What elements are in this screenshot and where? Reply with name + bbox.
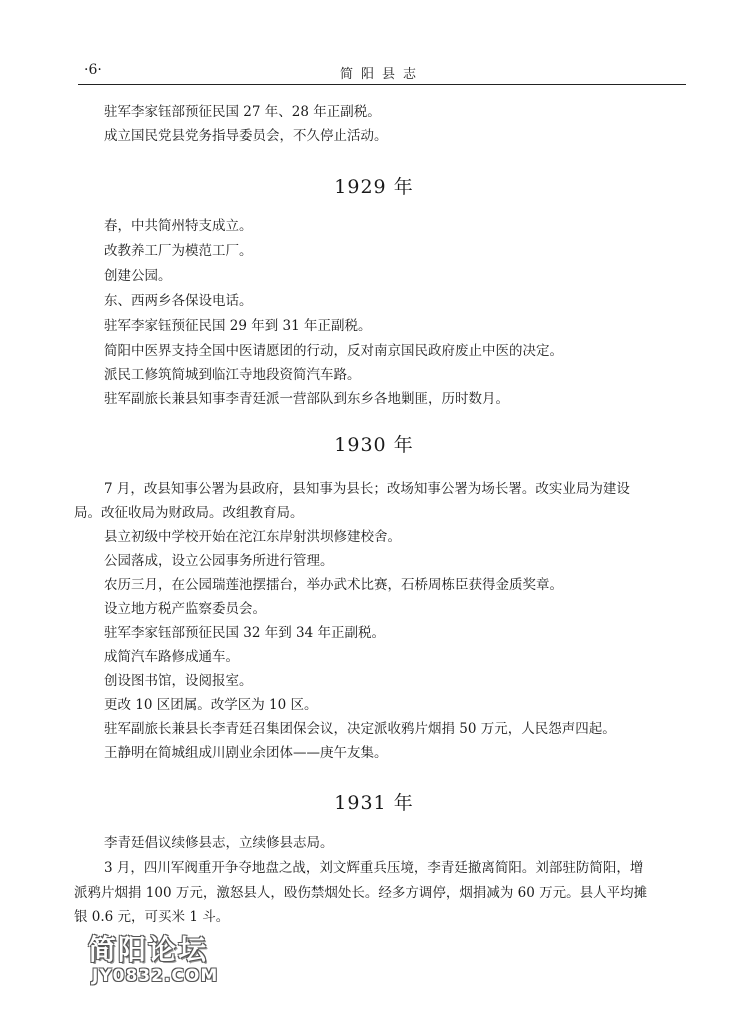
entry-line: 创建公园。 xyxy=(104,268,172,284)
entry-line: 派民工修筑简城到临江寺地段资简汽车路。 xyxy=(104,367,361,383)
entry-line: 驻军副旅长兼县知事李青廷派一营部队到东乡各地剿匪，历时数月。 xyxy=(104,391,509,407)
entry-line: 设立地方税产监察委员会。 xyxy=(104,601,266,617)
entry-line: 王静明在简城组成川剧业余团体——庚午友集。 xyxy=(104,745,388,761)
forum-watermark xyxy=(88,928,218,990)
entry-line: 7 月，改县知事公署为县政府，县知事为县长；改场知事公署为场长署。改实业局为建设 xyxy=(104,481,630,497)
book-title: 简阳县志 xyxy=(339,67,424,82)
entry-line: 公园落成，设立公园事务所进行管理。 xyxy=(104,553,334,569)
body-line: 驻军李家钰部预征民国 27 年、28 年正副税。 xyxy=(104,104,381,120)
watermark-url: JY0832.COM xyxy=(92,966,219,986)
entry-line: 银 0.6 元，可买米 1 斗。 xyxy=(74,909,230,925)
body-line: 成立国民党县党务指导委员会，不久停止活动。 xyxy=(104,128,388,144)
page-header xyxy=(78,60,686,85)
year-heading-1931: 1931 年 xyxy=(334,792,414,814)
year-heading-1929: 1929 年 xyxy=(334,176,414,198)
page-number: ·6· xyxy=(84,62,102,78)
entry-line: 成简汽车路修成通车。 xyxy=(104,649,239,665)
entry-line: 东、西两乡各保设电话。 xyxy=(104,293,253,309)
entry-line: 驻军副旅长兼县长李青廷召集团保会议，决定派收鸦片烟捐 50 万元，人民怨声四起。 xyxy=(104,721,616,737)
entry-line: 农历三月，在公园瑞莲池摆擂台，举办武术比赛，石桥周栋臣获得金质奖章。 xyxy=(104,577,563,593)
entry-line: 县立初级中学校开始在沱江东岸射洪坝修建校舍。 xyxy=(104,529,401,545)
entry-line: 驻军李家钰部预征民国 32 年到 34 年正副税。 xyxy=(104,625,386,641)
entry-line: 李青廷倡议续修县志，立续修县志局。 xyxy=(104,835,334,851)
entry-line: 简阳中医界支持全国中医请愿团的行动，反对南京国民政府废止中医的决定。 xyxy=(104,343,563,359)
entry-line: 创设图书馆，设阅报室。 xyxy=(104,673,253,689)
entry-line: 局。改征收局为财政局。改组教育局。 xyxy=(74,505,304,521)
entry-line: 改教养工厂为模范工厂。 xyxy=(104,243,253,259)
entry-line: 3 月，四川军阀重开争夺地盘之战，刘文辉重兵压境，李青廷撤离简阳。刘部驻防简阳，增 xyxy=(104,860,644,876)
entry-line: 派鸦片烟捐 100 万元，激怒县人，殴伤禁烟处长。经多方调停，烟捐减为 60 万元。县人平均摊 xyxy=(74,885,648,901)
entry-line: 更改 10 区团属。改学区为 10 区。 xyxy=(104,697,318,713)
entry-line: 驻军李家钰预征民国 29 年到 31 年正副税。 xyxy=(104,318,372,334)
watermark-text: 简阳论坛 xyxy=(88,933,209,966)
year-heading-1930: 1930 年 xyxy=(334,434,414,456)
entry-line: 春，中共简州特支成立。 xyxy=(104,218,253,234)
